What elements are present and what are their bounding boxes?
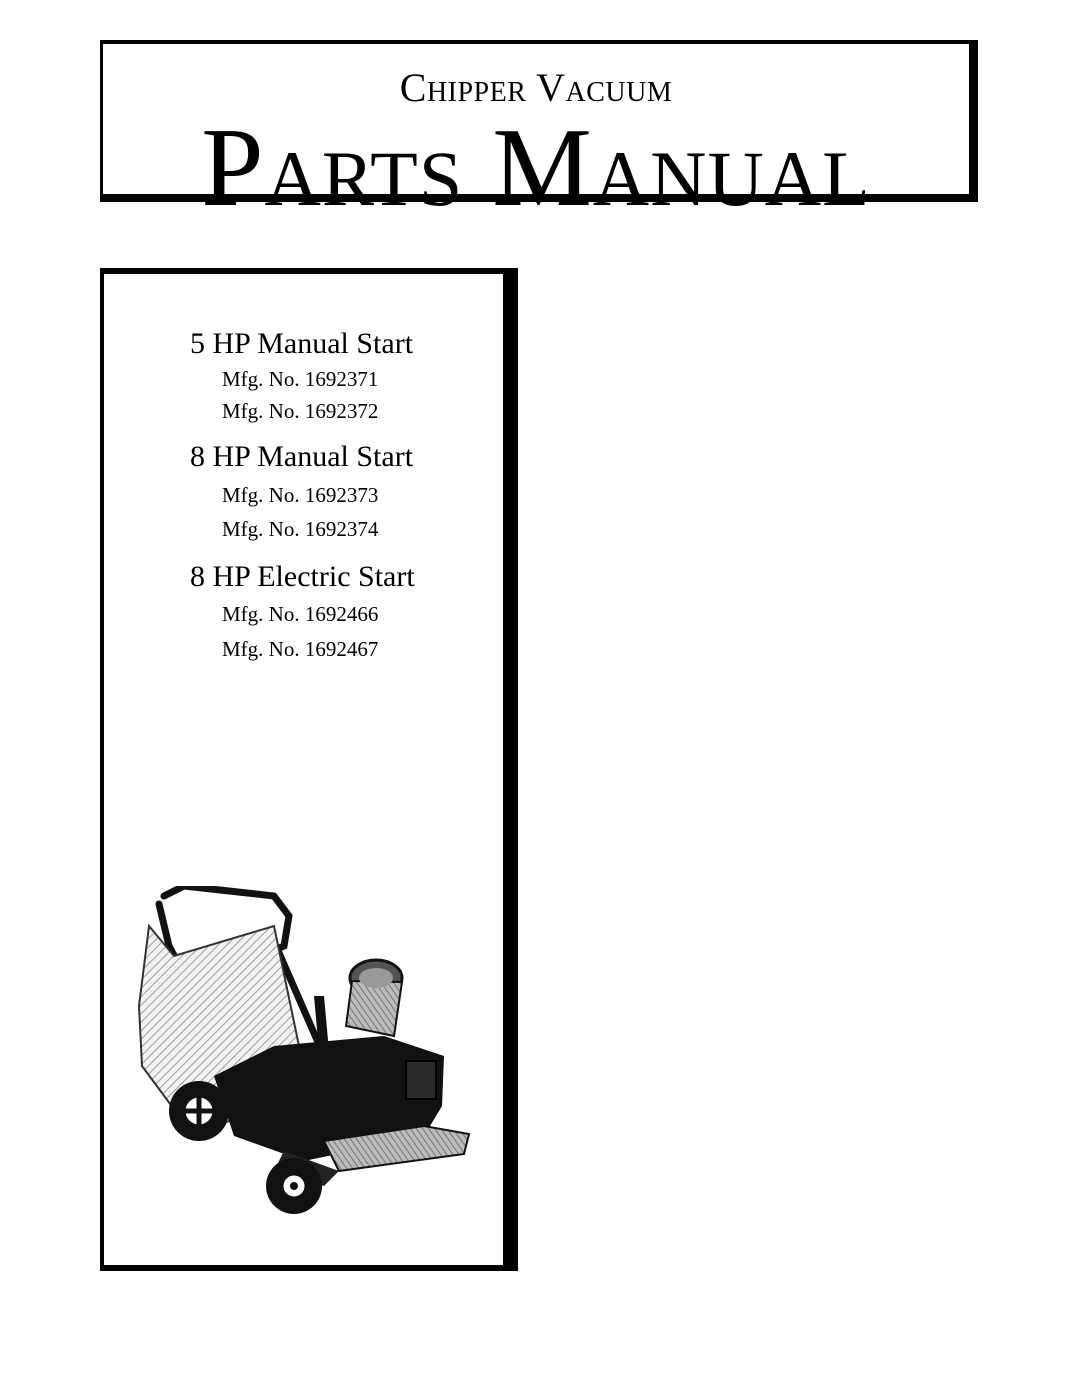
mfg-number: Mfg. No. 1692373 bbox=[222, 483, 379, 507]
chipper-vacuum-machine-icon bbox=[124, 886, 484, 1216]
mfg-number: Mfg. No. 1692467 bbox=[222, 637, 379, 661]
mfg-number: Mfg. No. 1692374 bbox=[222, 517, 379, 541]
models-box bbox=[100, 268, 518, 1271]
manual-title: Parts Manual bbox=[201, 106, 871, 230]
mfg-number: Mfg. No. 1692371 bbox=[222, 367, 379, 391]
model-heading: 8 HP Electric Start bbox=[190, 560, 415, 593]
product-subtitle: Chipper Vacuum bbox=[399, 65, 673, 110]
model-heading: 8 HP Manual Start bbox=[190, 440, 414, 473]
mfg-number: Mfg. No. 1692372 bbox=[222, 399, 379, 423]
model-heading: 5 HP Manual Start bbox=[190, 327, 414, 360]
title-box bbox=[100, 40, 978, 230]
mfg-number: Mfg. No. 1692466 bbox=[222, 602, 379, 626]
